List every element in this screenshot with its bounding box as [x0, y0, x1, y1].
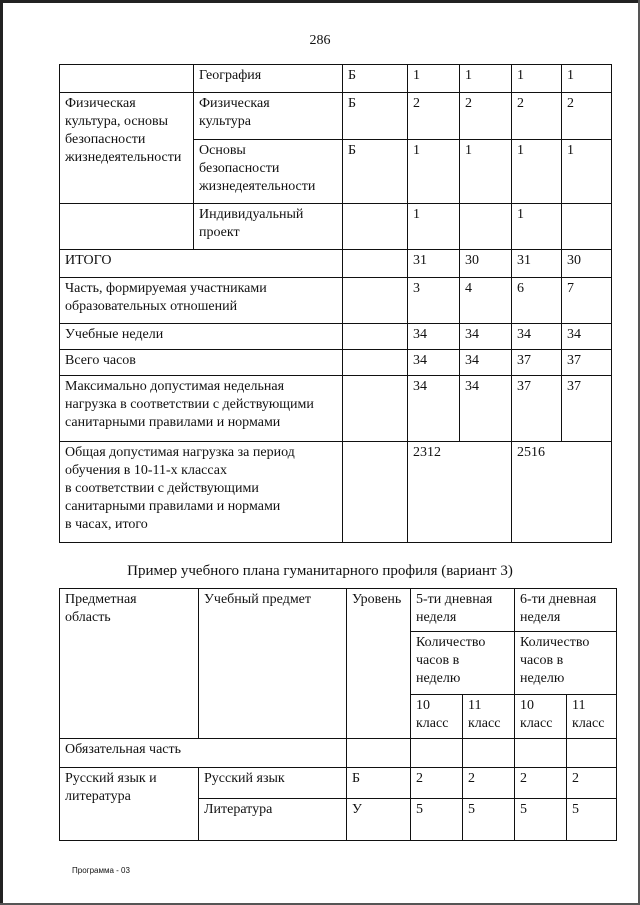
level-cell: [343, 250, 408, 278]
hours-cell: 4: [460, 278, 512, 324]
header-five-day-week: 5-ти дневная неделя: [411, 589, 515, 632]
hours-cell: 1: [512, 204, 562, 250]
summary-label: Учебные недели: [60, 324, 343, 350]
summary-label: Всего часов: [60, 350, 343, 376]
hours-cell: 5: [567, 799, 617, 841]
section-label: Обязательная часть: [60, 739, 347, 768]
humanities-curriculum-table: [59, 588, 617, 841]
hours-cell: 31: [408, 250, 460, 278]
hours-cell: 34: [460, 376, 512, 442]
level-cell: [343, 442, 408, 543]
hours-cell: 31: [512, 250, 562, 278]
footer-program-label: Программа - 03: [72, 866, 130, 875]
header-grade-10: 10 класс: [411, 695, 463, 739]
summary-row: [60, 278, 612, 324]
level-cell: Б: [347, 768, 411, 799]
hours-cell: 1: [408, 204, 460, 250]
summary-row-allowed-load: [60, 442, 612, 543]
hours-cell: 34: [512, 324, 562, 350]
hours-cell: 5: [515, 799, 567, 841]
empty-cell: [515, 739, 567, 768]
hours-cell: 6: [512, 278, 562, 324]
scan-edge-left: [0, 0, 3, 905]
hours-cell: 1: [408, 140, 460, 204]
hours-cell: 5: [411, 799, 463, 841]
level-cell: Б: [343, 93, 408, 140]
header-grade-11: 11 класс: [567, 695, 617, 739]
header-grade-11: 11 класс: [463, 695, 515, 739]
hours-cell: 34: [408, 324, 460, 350]
header-subject-area: Предметная область: [60, 589, 199, 739]
hours-cell: 30: [562, 250, 612, 278]
empty-cell: [411, 739, 463, 768]
subject-cell: География: [194, 65, 343, 93]
summary-label: Максимально допустимая недельная нагрузка в соответствии с действующими санитарными правилами и нормами: [60, 376, 343, 442]
hours-cell: 34: [460, 350, 512, 376]
hours-cell: 7: [562, 278, 612, 324]
subject-cell: Русский язык: [199, 768, 347, 799]
hours-cell: 30: [460, 250, 512, 278]
total-hours-five-day: 2312: [408, 442, 512, 543]
subject-cell: Основы безопасности жизнедеятельности: [194, 140, 343, 204]
scan-edge-top: [0, 0, 640, 3]
hours-cell: 1: [562, 140, 612, 204]
summary-label: ИТОГО: [60, 250, 343, 278]
hours-cell: 1: [512, 65, 562, 93]
hours-cell: 1: [562, 65, 612, 93]
header-six-day-week: 6-ти дневная неделя: [515, 589, 617, 632]
subject-cell: Индивидуальный проект: [194, 204, 343, 250]
level-cell: У: [347, 799, 411, 841]
hours-cell: 37: [512, 376, 562, 442]
empty-cell: [347, 739, 411, 768]
header-level: Уровень: [347, 589, 411, 739]
hours-cell: 2: [463, 768, 515, 799]
level-cell: [343, 350, 408, 376]
hours-cell: 34: [460, 324, 512, 350]
hours-cell: 2: [408, 93, 460, 140]
summary-row: [60, 324, 612, 350]
subject-area-cell: Физическая культура, основы безопасности жизнедеятельности: [60, 93, 194, 204]
subject-area-cell: Русский язык и литература: [60, 768, 199, 841]
summary-row: [60, 350, 612, 376]
header-hours-per-week: Количество часов в неделю: [411, 632, 515, 695]
level-cell: [343, 204, 408, 250]
total-hours-six-day: 2516: [512, 442, 612, 543]
hours-cell: 1: [460, 140, 512, 204]
hours-cell: 1: [460, 65, 512, 93]
table-row: [60, 93, 612, 140]
table-row: [60, 204, 612, 250]
hours-cell: 2: [567, 768, 617, 799]
summary-label: Общая допустимая нагрузка за период обучения в 10-11-х классах в соответствии с действующими санитарными правилами и нормами в часах, итого: [60, 442, 343, 543]
hours-cell: 37: [562, 376, 612, 442]
hours-cell: 1: [512, 140, 562, 204]
level-cell: Б: [343, 140, 408, 204]
header-row: [60, 589, 617, 632]
curriculum-table-continued: [59, 64, 612, 543]
header-grade-10: 10 класс: [515, 695, 567, 739]
table-row: [60, 65, 612, 93]
hours-cell: 2: [460, 93, 512, 140]
level-cell: Б: [343, 65, 408, 93]
table-row: [60, 768, 617, 799]
page-number: 286: [309, 33, 331, 48]
hours-cell: 34: [562, 324, 612, 350]
summary-row: [60, 376, 612, 442]
summary-row-total: [60, 250, 612, 278]
level-cell: [343, 278, 408, 324]
hours-cell: [460, 204, 512, 250]
empty-cell: [567, 739, 617, 768]
subject-cell: Литература: [199, 799, 347, 841]
hours-cell: 3: [408, 278, 460, 324]
hours-cell: 1: [408, 65, 460, 93]
hours-cell: 2: [562, 93, 612, 140]
level-cell: [343, 324, 408, 350]
hours-cell: 34: [408, 350, 460, 376]
hours-cell: [562, 204, 612, 250]
summary-label: Часть, формируемая участниками образовательных отношений: [60, 278, 343, 324]
table-caption: Пример учебного плана гуманитарного профиля (вариант 3): [127, 563, 513, 579]
level-cell: [343, 376, 408, 442]
hours-cell: 37: [562, 350, 612, 376]
header-hours-per-week: Количество часов в неделю: [515, 632, 617, 695]
hours-cell: 37: [512, 350, 562, 376]
hours-cell: 2: [512, 93, 562, 140]
subject-area-cell: [60, 65, 194, 93]
hours-cell: 2: [515, 768, 567, 799]
section-row-mandatory: [60, 739, 617, 768]
hours-cell: 34: [408, 376, 460, 442]
header-subject: Учебный предмет: [199, 589, 347, 739]
empty-cell: [463, 739, 515, 768]
subject-area-cell: [60, 204, 194, 250]
hours-cell: 2: [411, 768, 463, 799]
hours-cell: 5: [463, 799, 515, 841]
subject-cell: Физическая культура: [194, 93, 343, 140]
